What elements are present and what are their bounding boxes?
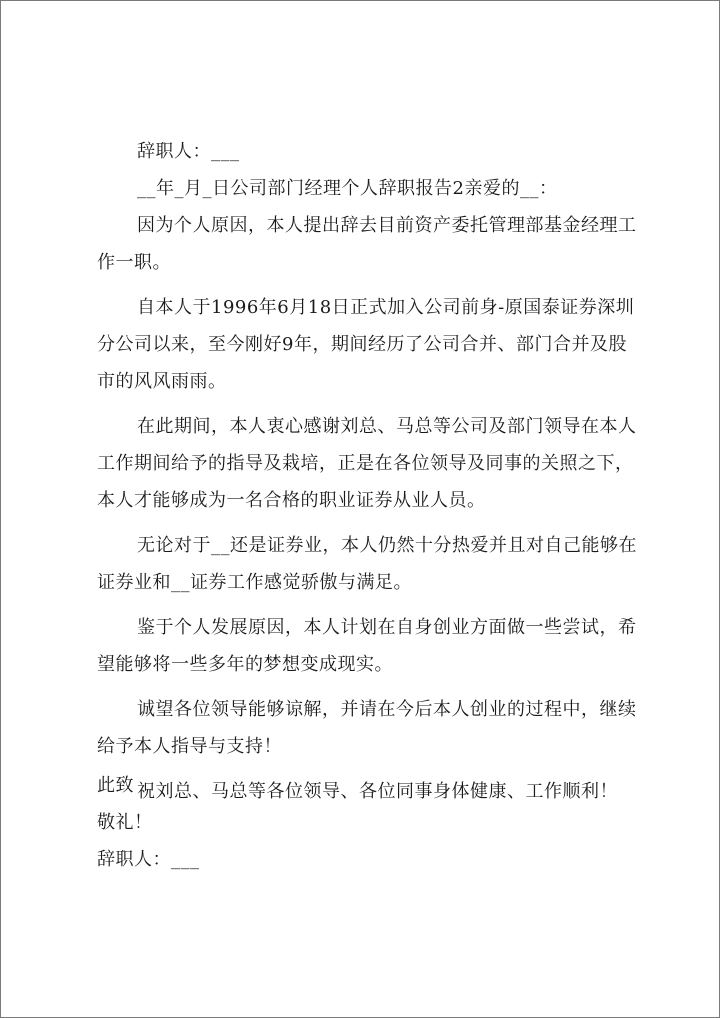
resignation-letter bbox=[97, 133, 645, 810]
letter-title-greeting: __年_月_日公司部门经理个人辞职报告2亲爱的__： bbox=[137, 178, 558, 199]
closing-line-cizhi: 此致 bbox=[97, 775, 134, 796]
paragraph-wishes: 祝刘总、马总等各位领导、各位同事身体健康、工作顺利！ bbox=[137, 781, 618, 802]
closing-block bbox=[97, 767, 200, 878]
paragraph-reason: 因为个人原因，本人提出辞去目前资产委托管理部基金经理工作一职。 bbox=[97, 215, 637, 273]
paragraph-gratitude: 在此期间，本人衷心感谢刘总、马总等公司及部门领导在本人工作期间给予的指导及栽培，正是在各位领导及同事的关照之下，本人才能够成为一名合格的职业证券从业人员。 bbox=[97, 416, 637, 511]
header-signature-line: 辞职人：___ bbox=[137, 141, 240, 162]
paragraph-history: 自本人于1996年6月18日正式加入公司前身-原国泰证券深圳分公司以来，至今刚好9年，期间经历了公司合并、部门合并及股市的风风雨雨。 bbox=[97, 297, 635, 392]
paragraph-passion: 无论对于__还是证券业，本人仍然十分热爱并且对自己能够在证券业和__证券工作感觉骄傲与满足。 bbox=[97, 535, 637, 593]
paragraph-plans: 鉴于个人发展原因，本人计划在自身创业方面做一些尝试，希望能够将一些多年的梦想变成现实。 bbox=[97, 617, 637, 675]
paragraph-request: 诚望各位领导能够谅解，并请在今后本人创业的过程中，继续给予本人指导与支持！ bbox=[97, 699, 637, 757]
closing-line-jingli: 敬礼！ bbox=[97, 812, 153, 833]
closing-signature: 辞职人：___ bbox=[97, 849, 200, 870]
